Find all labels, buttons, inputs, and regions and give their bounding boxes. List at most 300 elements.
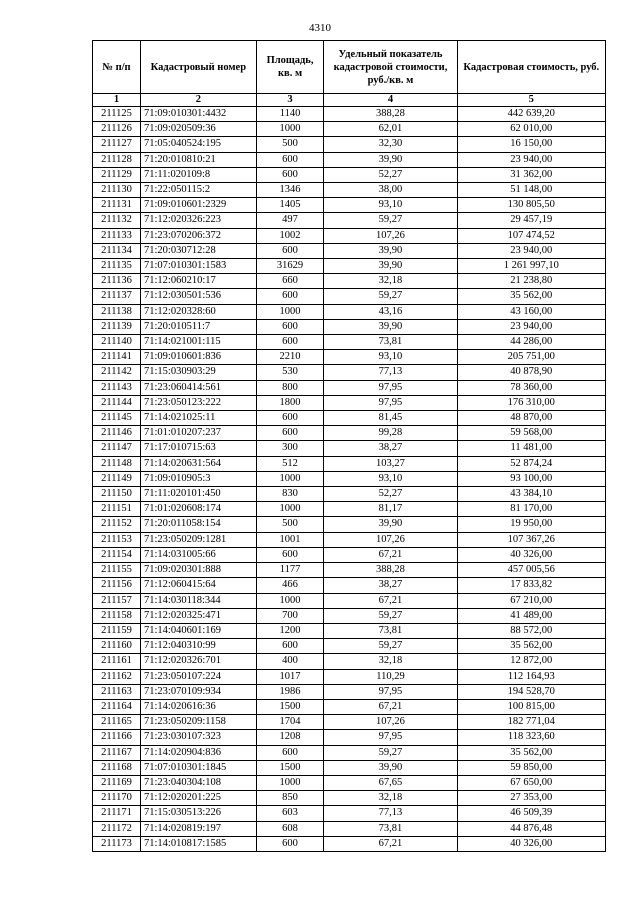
cadastral-number-cell: 71:12:020326:223	[141, 213, 257, 228]
table-row	[93, 745, 606, 760]
cadastral-number-cell: 71:14:020616:36	[141, 699, 257, 714]
cadastral-value-cell: 40 326,00	[457, 547, 605, 562]
cadastral-value-cell: 100 815,00	[457, 699, 605, 714]
cadastral-number-cell: 71:11:020109:8	[141, 167, 257, 182]
cadastral-number-cell: 71:15:030903:29	[141, 365, 257, 380]
row-number-cell: 211132	[93, 213, 141, 228]
cadastral-value-cell: 205 751,00	[457, 350, 605, 365]
cadastral-number-cell: 71:23:070206:372	[141, 228, 257, 243]
cadastral-number-cell: 71:23:050209:1281	[141, 532, 257, 547]
area-cell: 600	[256, 836, 324, 851]
table-row	[93, 350, 606, 365]
specific-value-cell: 107,26	[324, 532, 457, 547]
cadastral-number-cell: 71:05:040524:195	[141, 137, 257, 152]
area-cell: 1704	[256, 715, 324, 730]
area-cell: 2210	[256, 350, 324, 365]
specific-value-cell: 32,18	[324, 274, 457, 289]
row-number-cell: 211148	[93, 456, 141, 471]
table-row	[93, 791, 606, 806]
cadastral-number-cell: 71:12:040310:99	[141, 639, 257, 654]
cadastral-value-cell: 59 850,00	[457, 760, 605, 775]
row-number-cell: 211164	[93, 699, 141, 714]
cadastral-number-cell: 71:12:030501:536	[141, 289, 257, 304]
table-row	[93, 532, 606, 547]
area-cell: 600	[256, 547, 324, 562]
specific-value-cell: 38,00	[324, 183, 457, 198]
area-cell: 1208	[256, 730, 324, 745]
specific-value-cell: 107,26	[324, 228, 457, 243]
cadastral-number-cell: 71:12:020325:471	[141, 608, 257, 623]
cadastral-value-cell: 44 286,00	[457, 335, 605, 350]
specific-value-cell: 93,10	[324, 350, 457, 365]
table-row	[93, 639, 606, 654]
cadastral-number-cell: 71:09:020509:36	[141, 122, 257, 137]
area-cell: 603	[256, 806, 324, 821]
table-row	[93, 806, 606, 821]
row-number-cell: 211168	[93, 760, 141, 775]
cadastral-value-table	[92, 40, 606, 852]
area-cell: 512	[256, 456, 324, 471]
table-row	[93, 411, 606, 426]
area-cell: 700	[256, 608, 324, 623]
area-cell: 660	[256, 274, 324, 289]
cadastral-value-cell: 27 353,00	[457, 791, 605, 806]
table-row	[93, 319, 606, 334]
table-row	[93, 654, 606, 669]
row-number-cell: 211155	[93, 563, 141, 578]
specific-value-cell: 103,27	[324, 456, 457, 471]
row-number-cell: 211156	[93, 578, 141, 593]
page-number: 4310	[309, 22, 331, 34]
specific-value-cell: 32,30	[324, 137, 457, 152]
area-cell: 600	[256, 426, 324, 441]
area-cell: 600	[256, 411, 324, 426]
table-row	[93, 122, 606, 137]
table-row	[93, 183, 606, 198]
cadastral-number-cell: 71:23:050123:222	[141, 395, 257, 410]
table-row	[93, 517, 606, 532]
cadastral-value-cell: 176 310,00	[457, 395, 605, 410]
area-cell: 608	[256, 821, 324, 836]
area-cell: 600	[256, 167, 324, 182]
table-row	[93, 684, 606, 699]
table-row	[93, 821, 606, 836]
cadastral-number-cell: 71:17:010715:63	[141, 441, 257, 456]
cadastral-value-cell: 43 160,00	[457, 304, 605, 319]
cadastral-number-cell: 71:15:030513:226	[141, 806, 257, 821]
header-index-3: 3	[256, 94, 324, 107]
table-row	[93, 289, 606, 304]
cadastral-number-cell: 71:23:060414:561	[141, 380, 257, 395]
specific-value-cell: 59,27	[324, 289, 457, 304]
table-row	[93, 456, 606, 471]
row-number-cell: 211165	[93, 715, 141, 730]
area-cell: 1000	[256, 304, 324, 319]
table-row	[93, 441, 606, 456]
cadastral-number-cell: 71:12:060210:17	[141, 274, 257, 289]
cadastral-number-cell: 71:22:050115:2	[141, 183, 257, 198]
area-cell: 530	[256, 365, 324, 380]
area-cell: 1002	[256, 228, 324, 243]
cadastral-value-cell: 118 323,60	[457, 730, 605, 745]
row-number-cell: 211162	[93, 669, 141, 684]
cadastral-value-cell: 112 164,93	[457, 669, 605, 684]
specific-value-cell: 99,28	[324, 426, 457, 441]
cadastral-value-cell: 67 650,00	[457, 775, 605, 790]
cadastral-number-cell: 71:11:020101:450	[141, 487, 257, 502]
header-row-number: № п/п	[93, 41, 141, 94]
table-row	[93, 623, 606, 638]
header-index-2: 2	[141, 94, 257, 107]
specific-value-cell: 52,27	[324, 167, 457, 182]
row-number-cell: 211154	[93, 547, 141, 562]
specific-value-cell: 77,13	[324, 806, 457, 821]
cadastral-value-cell: 81 170,00	[457, 502, 605, 517]
specific-value-cell: 77,13	[324, 365, 457, 380]
specific-value-cell: 59,27	[324, 639, 457, 654]
table-row	[93, 213, 606, 228]
cadastral-number-cell: 71:14:010817:1585	[141, 836, 257, 851]
specific-value-cell: 388,28	[324, 107, 457, 122]
area-cell: 600	[256, 335, 324, 350]
cadastral-number-cell: 71:14:020904:836	[141, 745, 257, 760]
header-specific-value: Удельный показатель кадастровой стоимости, руб./кв. м	[324, 41, 457, 94]
area-cell: 466	[256, 578, 324, 593]
area-cell: 1001	[256, 532, 324, 547]
cadastral-number-cell: 71:14:021001:115	[141, 335, 257, 350]
table-row	[93, 563, 606, 578]
row-number-cell: 211151	[93, 502, 141, 517]
area-cell: 1500	[256, 760, 324, 775]
cadastral-number-cell: 71:09:010601:2329	[141, 198, 257, 213]
cadastral-value-cell: 35 562,00	[457, 745, 605, 760]
cadastral-number-cell: 71:14:020819:197	[141, 821, 257, 836]
table-row	[93, 395, 606, 410]
specific-value-cell: 39,90	[324, 760, 457, 775]
row-number-cell: 211170	[93, 791, 141, 806]
cadastral-number-cell: 71:14:031005:66	[141, 547, 257, 562]
row-number-cell: 211159	[93, 623, 141, 638]
table-row	[93, 304, 606, 319]
specific-value-cell: 81,17	[324, 502, 457, 517]
row-number-cell: 211133	[93, 228, 141, 243]
row-number-cell: 211167	[93, 745, 141, 760]
table-row	[93, 547, 606, 562]
cadastral-number-cell: 71:14:030118:344	[141, 593, 257, 608]
cadastral-value-cell: 16 150,00	[457, 137, 605, 152]
table-header	[93, 41, 606, 107]
specific-value-cell: 388,28	[324, 563, 457, 578]
cadastral-value-cell: 17 833,82	[457, 578, 605, 593]
table-row	[93, 836, 606, 851]
area-cell: 31629	[256, 259, 324, 274]
row-number-cell: 211134	[93, 243, 141, 258]
specific-value-cell: 67,21	[324, 699, 457, 714]
area-cell: 1000	[256, 593, 324, 608]
area-cell: 600	[256, 243, 324, 258]
table-row	[93, 760, 606, 775]
row-number-cell: 211147	[93, 441, 141, 456]
table-row	[93, 167, 606, 182]
cadastral-value-cell: 12 872,00	[457, 654, 605, 669]
cadastral-number-cell: 71:23:050209:1158	[141, 715, 257, 730]
row-number-cell: 211139	[93, 319, 141, 334]
row-number-cell: 211130	[93, 183, 141, 198]
cadastral-value-cell: 78 360,00	[457, 380, 605, 395]
specific-value-cell: 73,81	[324, 335, 457, 350]
area-cell: 1405	[256, 198, 324, 213]
cadastral-number-cell: 71:20:011058:154	[141, 517, 257, 532]
header-area: Площадь, кв. м	[256, 41, 324, 94]
area-cell: 1000	[256, 471, 324, 486]
cadastral-number-cell: 71:12:020328:60	[141, 304, 257, 319]
cadastral-number-cell: 71:20:010511:7	[141, 319, 257, 334]
cadastral-value-cell: 1 261 997,10	[457, 259, 605, 274]
table-row	[93, 426, 606, 441]
cadastral-value-cell: 59 568,00	[457, 426, 605, 441]
cadastral-number-cell: 71:09:010301:4432	[141, 107, 257, 122]
table-row	[93, 715, 606, 730]
header-index-5: 5	[457, 94, 605, 107]
cadastral-value-cell: 11 481,00	[457, 441, 605, 456]
row-number-cell: 211173	[93, 836, 141, 851]
specific-value-cell: 62,01	[324, 122, 457, 137]
cadastral-number-cell: 71:14:020631:564	[141, 456, 257, 471]
table-row	[93, 228, 606, 243]
specific-value-cell: 38,27	[324, 441, 457, 456]
table-row	[93, 608, 606, 623]
cadastral-value-cell: 51 148,00	[457, 183, 605, 198]
row-number-cell: 211141	[93, 350, 141, 365]
cadastral-number-cell: 71:07:010301:1845	[141, 760, 257, 775]
area-cell: 1800	[256, 395, 324, 410]
cadastral-value-cell: 182 771,04	[457, 715, 605, 730]
cadastral-number-cell: 71:12:020201:225	[141, 791, 257, 806]
area-cell: 1000	[256, 775, 324, 790]
cadastral-number-cell: 71:20:010810:21	[141, 152, 257, 167]
cadastral-number-cell: 71:09:010905:3	[141, 471, 257, 486]
area-cell: 500	[256, 517, 324, 532]
row-number-cell: 211135	[93, 259, 141, 274]
cadastral-value-cell: 457 005,56	[457, 563, 605, 578]
cadastral-value-cell: 40 326,00	[457, 836, 605, 851]
table-row	[93, 730, 606, 745]
area-cell: 600	[256, 152, 324, 167]
table-row	[93, 243, 606, 258]
cadastral-value-cell: 194 528,70	[457, 684, 605, 699]
area-cell: 600	[256, 289, 324, 304]
cadastral-value-cell: 23 940,00	[457, 319, 605, 334]
table-row	[93, 259, 606, 274]
cadastral-number-cell: 71:09:010601:836	[141, 350, 257, 365]
area-cell: 830	[256, 487, 324, 502]
cadastral-value-cell: 35 562,00	[457, 639, 605, 654]
specific-value-cell: 59,27	[324, 745, 457, 760]
specific-value-cell: 67,21	[324, 593, 457, 608]
specific-value-cell: 97,95	[324, 395, 457, 410]
row-number-cell: 211171	[93, 806, 141, 821]
cadastral-value-cell: 31 362,00	[457, 167, 605, 182]
specific-value-cell: 107,26	[324, 715, 457, 730]
table-body	[93, 107, 606, 852]
row-number-cell: 211160	[93, 639, 141, 654]
cadastral-value-cell: 23 940,00	[457, 243, 605, 258]
specific-value-cell: 81,45	[324, 411, 457, 426]
specific-value-cell: 97,95	[324, 684, 457, 699]
table-row	[93, 502, 606, 517]
cadastral-value-cell: 130 805,50	[457, 198, 605, 213]
header-cadastral-number: Кадастровый номер	[141, 41, 257, 94]
cadastral-value-cell: 48 870,00	[457, 411, 605, 426]
area-cell: 1000	[256, 122, 324, 137]
cadastral-number-cell: 71:07:010301:1583	[141, 259, 257, 274]
cadastral-value-cell: 21 238,80	[457, 274, 605, 289]
cadastral-value-cell: 44 876,48	[457, 821, 605, 836]
header-index-4: 4	[324, 94, 457, 107]
specific-value-cell: 52,27	[324, 487, 457, 502]
row-number-cell: 211163	[93, 684, 141, 699]
cadastral-value-cell: 19 950,00	[457, 517, 605, 532]
cadastral-value-cell: 67 210,00	[457, 593, 605, 608]
cadastral-number-cell: 71:12:060415:64	[141, 578, 257, 593]
specific-value-cell: 39,90	[324, 517, 457, 532]
row-number-cell: 211157	[93, 593, 141, 608]
specific-value-cell: 43,16	[324, 304, 457, 319]
row-number-cell: 211158	[93, 608, 141, 623]
area-cell: 1346	[256, 183, 324, 198]
area-cell: 800	[256, 380, 324, 395]
header-index-1: 1	[93, 94, 141, 107]
row-number-cell: 211137	[93, 289, 141, 304]
row-number-cell: 211172	[93, 821, 141, 836]
table-row	[93, 669, 606, 684]
row-number-cell: 211125	[93, 107, 141, 122]
area-cell: 400	[256, 654, 324, 669]
row-number-cell: 211128	[93, 152, 141, 167]
cadastral-value-cell: 35 562,00	[457, 289, 605, 304]
specific-value-cell: 32,18	[324, 654, 457, 669]
specific-value-cell: 38,27	[324, 578, 457, 593]
header-cadastral-value: Кадастровая стоимость, руб.	[457, 41, 605, 94]
table-row	[93, 335, 606, 350]
cadastral-number-cell: 71:01:010207:237	[141, 426, 257, 441]
cadastral-number-cell: 71:23:070109:934	[141, 684, 257, 699]
specific-value-cell: 93,10	[324, 471, 457, 486]
table-row	[93, 578, 606, 593]
row-number-cell: 211169	[93, 775, 141, 790]
table-row	[93, 775, 606, 790]
table-row	[93, 380, 606, 395]
cadastral-number-cell: 71:01:020608:174	[141, 502, 257, 517]
cadastral-value-cell: 40 878,90	[457, 365, 605, 380]
row-number-cell: 211143	[93, 380, 141, 395]
row-number-cell: 211145	[93, 411, 141, 426]
cadastral-value-cell: 41 489,00	[457, 608, 605, 623]
specific-value-cell: 73,81	[324, 623, 457, 638]
area-cell: 1986	[256, 684, 324, 699]
specific-value-cell: 39,90	[324, 319, 457, 334]
row-number-cell: 211138	[93, 304, 141, 319]
row-number-cell: 211153	[93, 532, 141, 547]
cadastral-value-cell: 93 100,00	[457, 471, 605, 486]
table-row	[93, 274, 606, 289]
cadastral-number-cell: 71:23:030107:323	[141, 730, 257, 745]
table-row	[93, 471, 606, 486]
cadastral-value-cell: 88 572,00	[457, 623, 605, 638]
area-cell: 600	[256, 319, 324, 334]
cadastral-value-cell: 43 384,10	[457, 487, 605, 502]
cadastral-number-cell: 71:14:021025:11	[141, 411, 257, 426]
area-cell: 1017	[256, 669, 324, 684]
cadastral-number-cell: 71:23:050107:224	[141, 669, 257, 684]
cadastral-value-cell: 442 639,20	[457, 107, 605, 122]
table-row	[93, 137, 606, 152]
cadastral-value-cell: 62 010,00	[457, 122, 605, 137]
specific-value-cell: 59,27	[324, 608, 457, 623]
specific-value-cell: 67,21	[324, 547, 457, 562]
area-cell: 600	[256, 745, 324, 760]
row-number-cell: 211146	[93, 426, 141, 441]
area-cell: 1140	[256, 107, 324, 122]
specific-value-cell: 93,10	[324, 198, 457, 213]
cadastral-value-cell: 107 367,26	[457, 532, 605, 547]
specific-value-cell: 97,95	[324, 380, 457, 395]
area-cell: 850	[256, 791, 324, 806]
cadastral-number-cell: 71:23:040304:108	[141, 775, 257, 790]
row-number-cell: 211161	[93, 654, 141, 669]
specific-value-cell: 32,18	[324, 791, 457, 806]
row-number-cell: 211129	[93, 167, 141, 182]
table-row	[93, 365, 606, 380]
specific-value-cell: 67,21	[324, 836, 457, 851]
specific-value-cell: 39,90	[324, 152, 457, 167]
row-number-cell: 211127	[93, 137, 141, 152]
specific-value-cell: 39,90	[324, 243, 457, 258]
cadastral-value-cell: 46 509,39	[457, 806, 605, 821]
area-cell: 500	[256, 137, 324, 152]
cadastral-number-cell: 71:09:020301:888	[141, 563, 257, 578]
row-number-cell: 211150	[93, 487, 141, 502]
area-cell: 600	[256, 639, 324, 654]
row-number-cell: 211166	[93, 730, 141, 745]
specific-value-cell: 39,90	[324, 259, 457, 274]
specific-value-cell: 97,95	[324, 730, 457, 745]
specific-value-cell: 67,65	[324, 775, 457, 790]
cadastral-value-cell: 23 940,00	[457, 152, 605, 167]
row-number-cell: 211140	[93, 335, 141, 350]
cadastral-value-cell: 107 474,52	[457, 228, 605, 243]
area-cell: 1500	[256, 699, 324, 714]
row-number-cell: 211142	[93, 365, 141, 380]
row-number-cell: 211131	[93, 198, 141, 213]
cadastral-number-cell: 71:20:030712:28	[141, 243, 257, 258]
area-cell: 1177	[256, 563, 324, 578]
table-row	[93, 152, 606, 167]
cadastral-value-cell: 52 874,24	[457, 456, 605, 471]
table-row	[93, 699, 606, 714]
cadastral-number-cell: 71:14:040601:169	[141, 623, 257, 638]
specific-value-cell: 73,81	[324, 821, 457, 836]
table-row	[93, 487, 606, 502]
row-number-cell: 211144	[93, 395, 141, 410]
area-cell: 497	[256, 213, 324, 228]
row-number-cell: 211126	[93, 122, 141, 137]
cadastral-number-cell: 71:12:020326:701	[141, 654, 257, 669]
table-row	[93, 107, 606, 122]
row-number-cell: 211152	[93, 517, 141, 532]
specific-value-cell: 110,29	[324, 669, 457, 684]
specific-value-cell: 59,27	[324, 213, 457, 228]
